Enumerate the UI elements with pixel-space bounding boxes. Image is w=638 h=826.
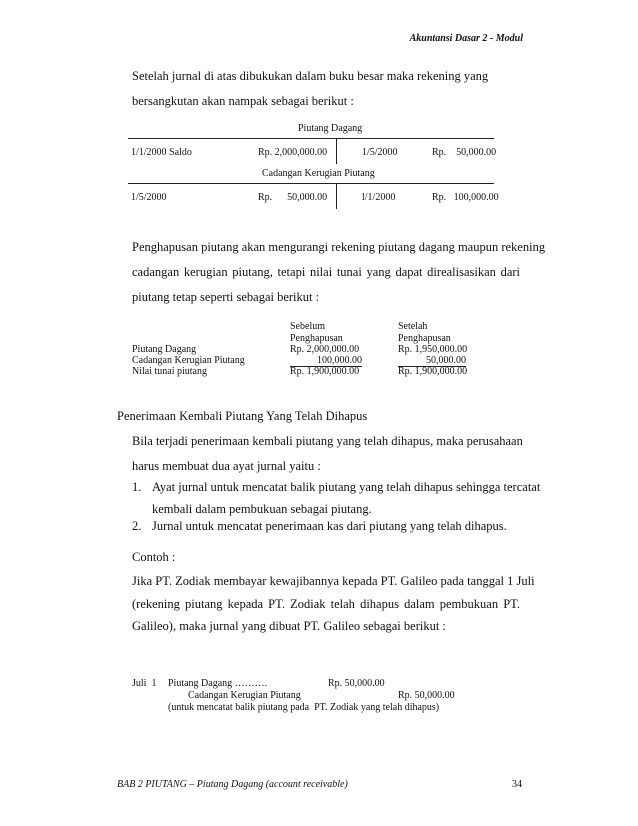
- row-before-value: Rp. 1,900,000.00: [290, 366, 360, 377]
- running-header: Akuntansi Dasar 2 - Modul: [409, 33, 523, 44]
- ledger-debit-date: 1/1/2000 Saldo: [131, 147, 192, 158]
- list-item-1-line-2: kembali dalam pembukuan sebagai piutang.: [152, 502, 372, 516]
- ledger-debit-amount: Rp. 50,000.00: [258, 192, 328, 203]
- write-off-line-3: piutang tetap seperti sebagai berikut :: [132, 290, 320, 304]
- ledger-credit-amount: Rp. 50,000.00: [432, 147, 497, 158]
- ledger-title: Piutang Dagang: [298, 123, 363, 134]
- example-line-2: (rekening piutang kepada PT. Zodiak telah dihapus dalam pembukuan PT.: [132, 597, 520, 611]
- ledger-top-rule: [128, 183, 494, 184]
- ledger-debit-amount: Rp. 2,000,000.00: [258, 147, 328, 158]
- list-item-1-number: 1.: [132, 480, 142, 494]
- journal-debit-account: Piutang Dagang ……….: [168, 678, 268, 689]
- example-line-3: Galileo), maka jurnal yang dibuat PT. Galileo sebagai berikut :: [132, 619, 446, 633]
- section-line-1: Bila terjadi penerimaan kembali piutang yang telah dihapus, maka perusahaan: [132, 434, 523, 448]
- col-before-header-2: Penghapusan: [290, 333, 343, 344]
- journal-credit-amount: Rp. 50,000.00: [398, 690, 455, 701]
- ledger-center-rule: [336, 183, 337, 209]
- journal-debit-amount: Rp. 50,000.00: [328, 678, 385, 689]
- page-number: 34: [512, 779, 522, 790]
- write-off-line-2: cadangan kerugian piutang, tetapi nilai tunai yang dapat direalisasikan dari: [132, 265, 520, 279]
- row-after-value: Rp. 1,900,000.00: [398, 366, 468, 377]
- ledger-debit-date: 1/5/2000: [131, 192, 167, 203]
- intro-line-1: Setelah jurnal di atas dibukukan dalam buku besar maka rekening yang: [132, 69, 489, 83]
- example-line-1: Jika PT. Zodiak membayar kewajibannya kepada PT. Galileo pada tanggal 1 Juli: [132, 574, 535, 588]
- col-after-header-2: Penghapusan: [398, 333, 451, 344]
- journal-note: (untuk mencatat balik piutang pada PT. Zodiak yang telah dihapus): [168, 702, 440, 713]
- col-after-header-1: Setelah: [398, 321, 428, 332]
- row-label: Cadangan Kerugian Piutang: [132, 355, 245, 366]
- footer-chapter: BAB 2 PIUTANG – Piutang Dagang (account receivable): [117, 779, 348, 790]
- row-before-value: Rp. 2,000,000.00: [290, 344, 360, 355]
- col-before-header-1: Sebelum: [290, 321, 325, 332]
- list-item-2-line-1: Jurnal untuk mencatat penerimaan kas dari piutang yang telah dihapus.: [152, 519, 507, 533]
- row-label: Nilai tunai piutang: [132, 366, 207, 377]
- write-off-line-1: Penghapusan piutang akan mengurangi rekening piutang dagang maupun rekening: [132, 240, 546, 254]
- section-line-2: harus membuat dua ayat jurnal yaitu :: [132, 459, 321, 473]
- row-label: Piutang Dagang: [132, 344, 197, 355]
- list-item-1-line-1: Ayat jurnal untuk mencatat balik piutang yang telah dihapus sehingga tercatat: [152, 480, 541, 494]
- journal-date: Juli 1: [132, 678, 157, 689]
- ledger-top-rule: [128, 138, 494, 139]
- ledger-credit-amount: Rp. 100,000.00: [432, 192, 499, 203]
- ledger-center-rule: [336, 138, 337, 164]
- ledger-credit-date: l/1/2000: [362, 192, 396, 203]
- list-item-2-number: 2.: [132, 519, 142, 533]
- row-after-value: 50,000.00: [398, 355, 466, 367]
- section-heading: Penerimaan Kembali Piutang Yang Telah Dihapus: [117, 409, 368, 423]
- journal-credit-account: Cadangan Kerugian Piutang: [188, 690, 301, 701]
- ledger-credit-date: 1/5/2000: [362, 147, 398, 158]
- row-after-value: Rp. 1,950,000.00: [398, 344, 468, 355]
- example-label: Contoh :: [132, 550, 176, 564]
- row-before-value: 100,000.00: [290, 355, 362, 367]
- intro-line-2: bersangkutan akan nampak sebagai berikut :: [132, 94, 354, 108]
- ledger-title: Cadangan Kerugian Piutang: [262, 168, 375, 179]
